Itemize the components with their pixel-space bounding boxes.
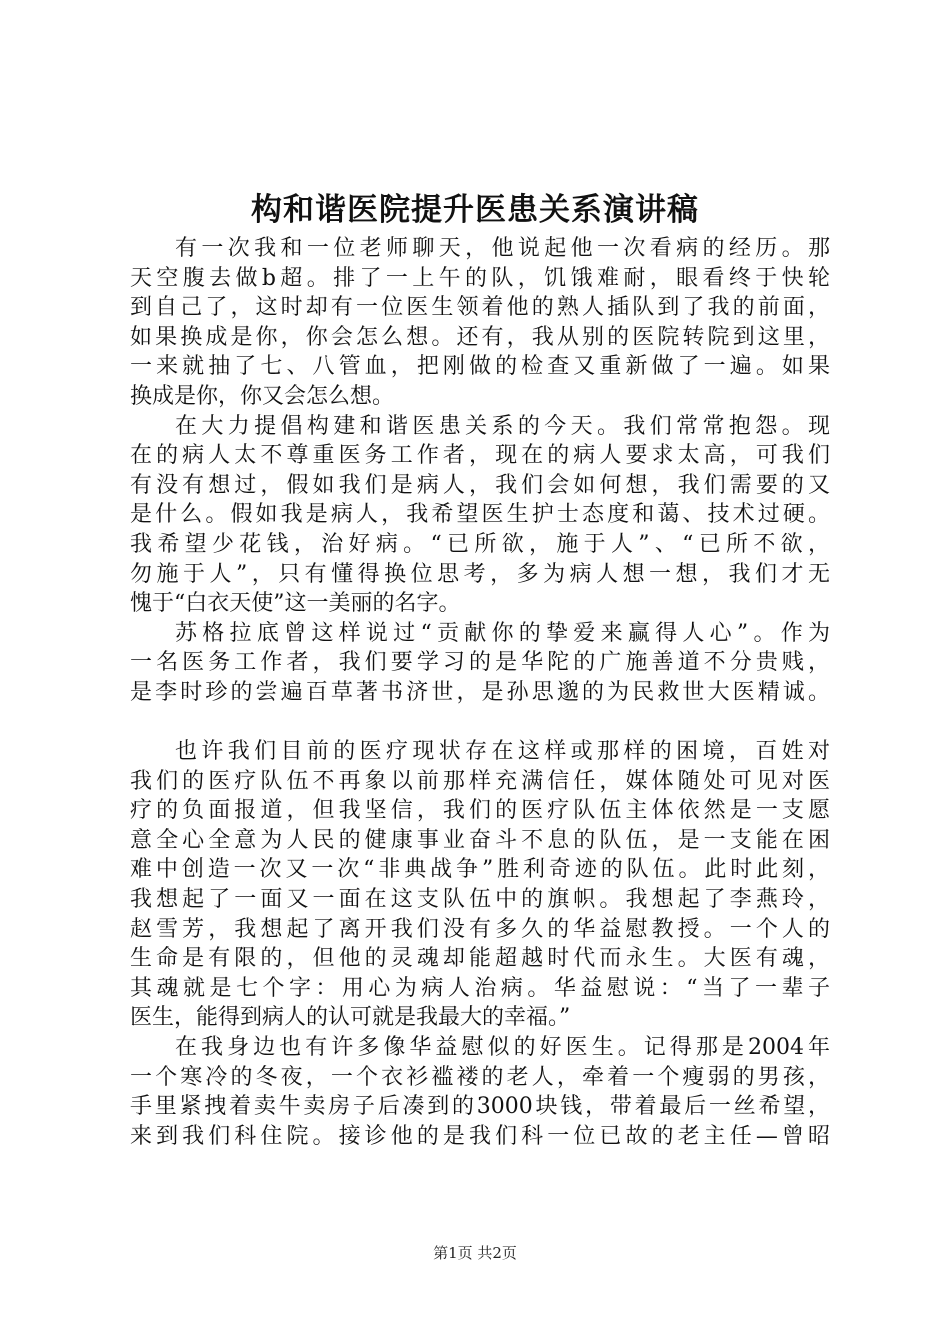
text-line: 我希望少花钱，治好病。“已所欲，施于人”、“已所不欲， [130, 531, 830, 557]
text-line: 天空腹去做b超。排了一上午的队，饥饿难耐，眼看终于快轮 [130, 265, 830, 291]
text-line: 我们的医疗队伍不再象以前那样充满信任，媒体随处可见对医 [130, 768, 830, 794]
text-line: 赵雪芳，我想起了离开我们没有多久的华益慰教授。一个人的 [130, 916, 830, 942]
text-line: 如果换成是你，你会怎么想。还有，我从别的医院转院到这里， [130, 324, 830, 350]
text-line: 难中创造一次又一次“非典战争”胜利奇迹的队伍。此时此刻， [130, 857, 830, 883]
page-footer: 第1页 共2页 [433, 1244, 517, 1262]
text-line: 有一次我和一位老师聊天，他说起他一次看病的经历。那 [175, 236, 830, 261]
text-line: 是什么。假如我是病人，我希望医生护士态度和蔼、技术过硬。 [130, 502, 830, 528]
text-line: 苏格拉底曾这样说过“贡献你的挚爱来赢得人心”。作为 [175, 620, 830, 646]
text-line: 一来就抽了七、八管血，把刚做的检查又重新做了一遍。如果 [130, 354, 830, 380]
text-line: 一个寒冷的冬夜，一个衣衫褴褛的老人，牵着一个瘦弱的男孩， [130, 1064, 830, 1090]
paragraph-spacer [130, 708, 830, 738]
text-line: 来到我们科住院。接诊他的是我们科一位已故的老主任—曾昭 [130, 1123, 830, 1149]
text-line: 到自己了，这时却有一位医生领着他的熟人插队到了我的前面， [130, 295, 830, 321]
text-line: 在我身边也有许多像华益慰似的好医生。记得那是2004年 [175, 1035, 830, 1061]
text-line: 有没有想过，假如我们是病人，我们会如何想，我们需要的又 [130, 472, 830, 498]
text-line: 一名医务工作者，我们要学习的是华陀的广施善道不分贵贱， [130, 650, 830, 676]
text-line: 换成是你，你又会怎么想。 [130, 383, 395, 409]
text-line: 在大力提倡构建和谐医患关系的今天。我们常常抱怨。现 [175, 413, 830, 439]
text-line: 生命是有限的，但他的灵魂却能超越时代而永生。大医有魂， [130, 946, 830, 972]
text-line: 在的病人太不尊重医务工作者，现在的病人要求太高，可我们 [130, 443, 830, 469]
text-line: 愧于“白衣天使”这一美丽的名字。 [130, 591, 461, 617]
document-body [130, 234, 830, 1151]
text-line: 疗的负面报道，但我坚信，我们的医疗队伍主体依然是一支愿 [130, 798, 830, 824]
text-line: 手里紧拽着卖牛卖房子后凑到的3000块钱，带着最后一丝希望， [130, 1094, 830, 1120]
text-line: 医生，能得到病人的认可就是我最大的幸福。” [130, 1005, 571, 1031]
text-line: 勿施于人”，只有懂得换位思考，多为病人想一想，我们才无 [130, 561, 830, 587]
text-line: 也许我们目前的医疗现状存在这样或那样的困境，百姓对 [175, 739, 830, 765]
document-title: 构和谐医院提升医患关系演讲稿 [251, 192, 699, 228]
text-line: 其魂就是七个字：用心为病人治病。华益慰说：“当了一辈子 [130, 975, 830, 1001]
text-line: 是李时珍的尝遍百草著书济世，是孙思邈的为民救世大医精诚。 [130, 679, 830, 705]
text-line: 意全心全意为人民的健康事业奋斗不息的队伍，是一支能在困 [130, 827, 830, 853]
text-line: 我想起了一面又一面在这支队伍中的旗帜。我想起了李燕玲， [130, 887, 830, 913]
